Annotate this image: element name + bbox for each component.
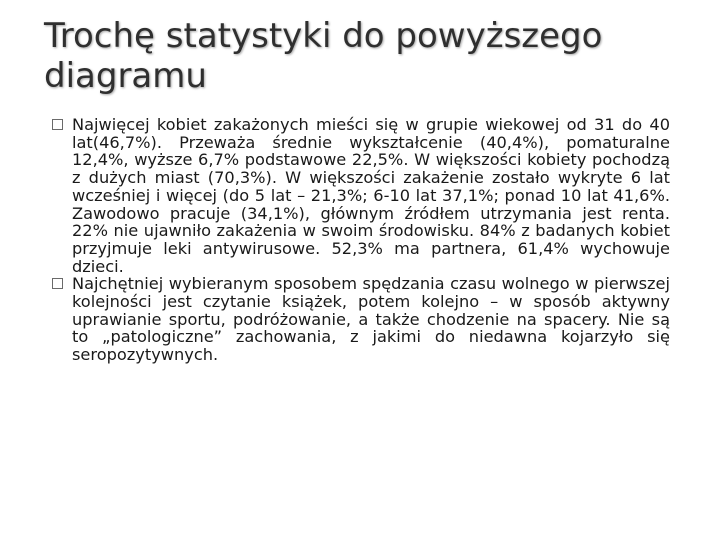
slide-title: Trochę statystyki do powyższego diagramu xyxy=(44,16,603,96)
square-bullet-icon xyxy=(52,119,63,130)
square-bullet-icon xyxy=(52,278,63,289)
bullet-item xyxy=(52,116,670,275)
slide-body xyxy=(52,116,670,364)
bullet-item xyxy=(52,275,670,364)
bullet-text: Najchętniej wybieranym sposobem spędzania czasu wolnego w pierwszej kolejności jest czytanie książek, potem kolejno – w sposób aktywny uprawianie sportu, podróżowanie, a także chodzenie na spacery. Nie są to „patologiczne” zachowania, z jakimi do niedawna kojarzyło się seropozytywnych. xyxy=(72,274,670,365)
bullet-text: Najwięcej kobiet zakażonych mieści się w grupie wiekowej od 31 do 40 lat(46,7%). Przeważa średnie wykształcenie (40,4%), pomaturalne 12,4%, wyższe 6,7% podstawowe 22,5%. W większości kobiety pochodzą z dużych miast (70,3%). W większości zakażenie zostało wykryte 6 lat wcześniej i więcej (do 5 lat – 21,3%; 6-10 lat 37,1%; ponad 10 lat 41,6%. Zawodowo pracuje (34,1%), głównym źródłem utrzymania jest renta. 22% nie ujawniło zakażenia w swoim środowisku. 84% z badanych kobiet przyjmuje leki antywirusowe. 52,3% ma partnera, 61,4% wychowuje dzieci. xyxy=(72,115,670,276)
